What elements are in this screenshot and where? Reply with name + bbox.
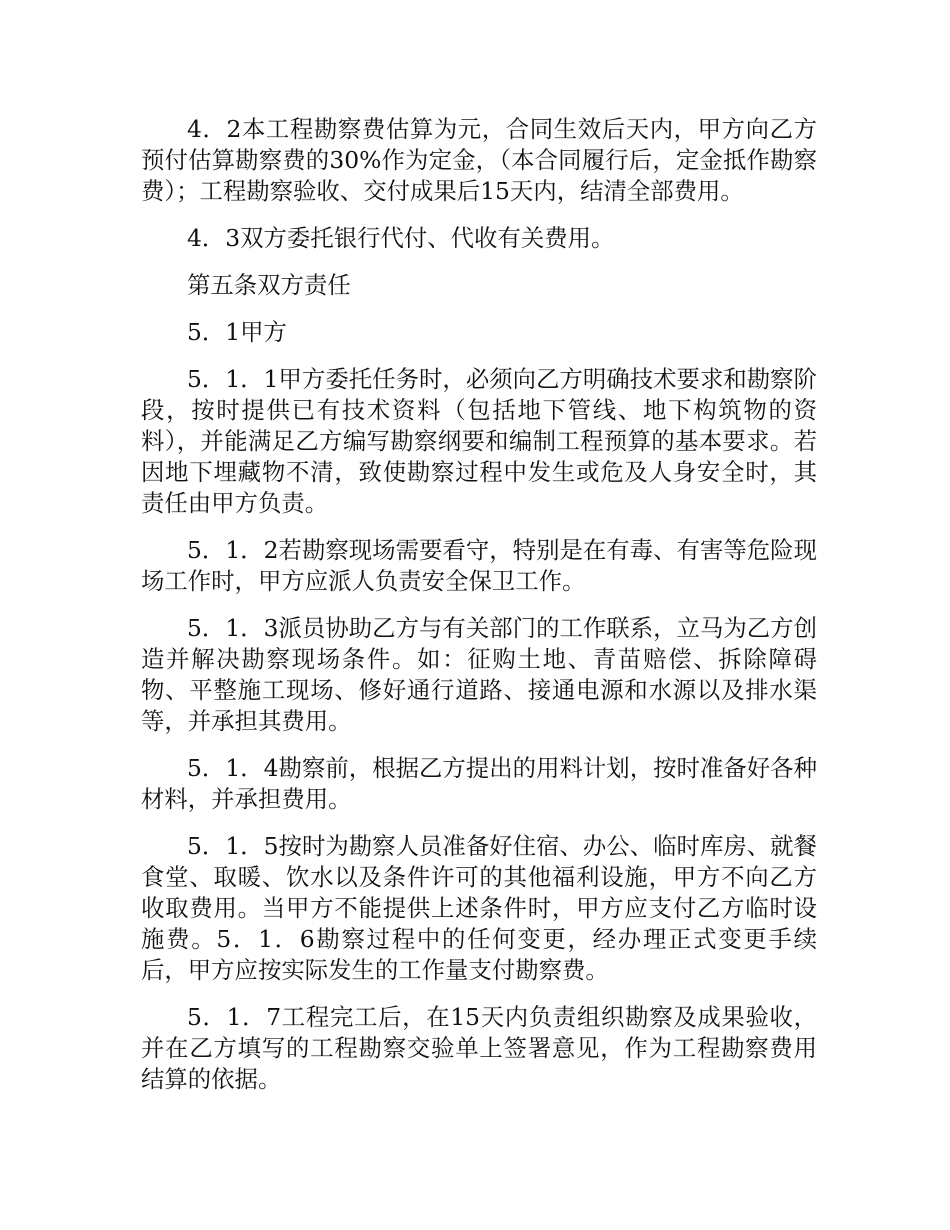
- paragraph-4-3: 4．3双方委托银行代付、代收有关费用。: [187, 224, 615, 252]
- subsection-heading-5-1: 5．1甲方: [187, 318, 287, 346]
- paragraph-5-1-1: 5．1．1甲方委托任务时，必须向乙方明确技术要求和勘察阶段，按时提供已有技术资料（包括地下管线、地下构筑物的资料），并能满足乙方编写勘察纲要和编制工程预算的基本要求。若因地下埋藏物不清，致使勘察过程中发生或危及人身安全时，其责任由甲方负责。: [141, 365, 817, 517]
- paragraph-4-2: 4．2本工程勘察费估算为元，合同生效后天内，甲方向乙方预付估算勘察费的30%作为定金，（本合同履行后，定金抵作勘察费）；工程勘察验收、交付成果后15天内，结清全部费用。: [141, 115, 817, 205]
- paragraph-5-1-3: 5．1．3派员协助乙方与有关部门的工作联系，立马为乙方创造并解决勘察现场条件。如：征购土地、青苗赔偿、拆除障碍物、平整施工现场、修好通行道路、接通电源和水源以及排水渠等，并承担其费用。: [141, 614, 817, 735]
- paragraph-5-1-4: 5．1．4勘察前，根据乙方提出的用料计划，按时准备好各种材料，并承担费用。: [141, 754, 817, 813]
- paragraph-5-1-5: 5．1．5按时为勘察人员准备好住宿、办公、临时库房、就餐食堂、取暖、饮水以及条件许可的其他福利设施，甲方不向乙方收取费用。当甲方不能提供上述条件时，甲方应支付乙方临时设施费。5．1．6勘察过程中的任何变更，经办理正式变更手续后，甲方应按实际发生的工作量支付勘察费。: [141, 832, 817, 984]
- paragraph-5-1-7: 5．1．7工程完工后，在15天内负责组织勘察及成果验收，并在乙方填写的工程勘察交验单上签署意见，作为工程勘察费用结算的依据。: [141, 1003, 817, 1093]
- paragraph-5-1-2: 5．1．2若勘察现场需要看守，特别是在有毒、有害等危险现场工作时，甲方应派人负责安全保卫工作。: [141, 536, 817, 595]
- section-heading-5: 第五条双方责任: [187, 271, 351, 299]
- document-body: [141, 114, 817, 1111]
